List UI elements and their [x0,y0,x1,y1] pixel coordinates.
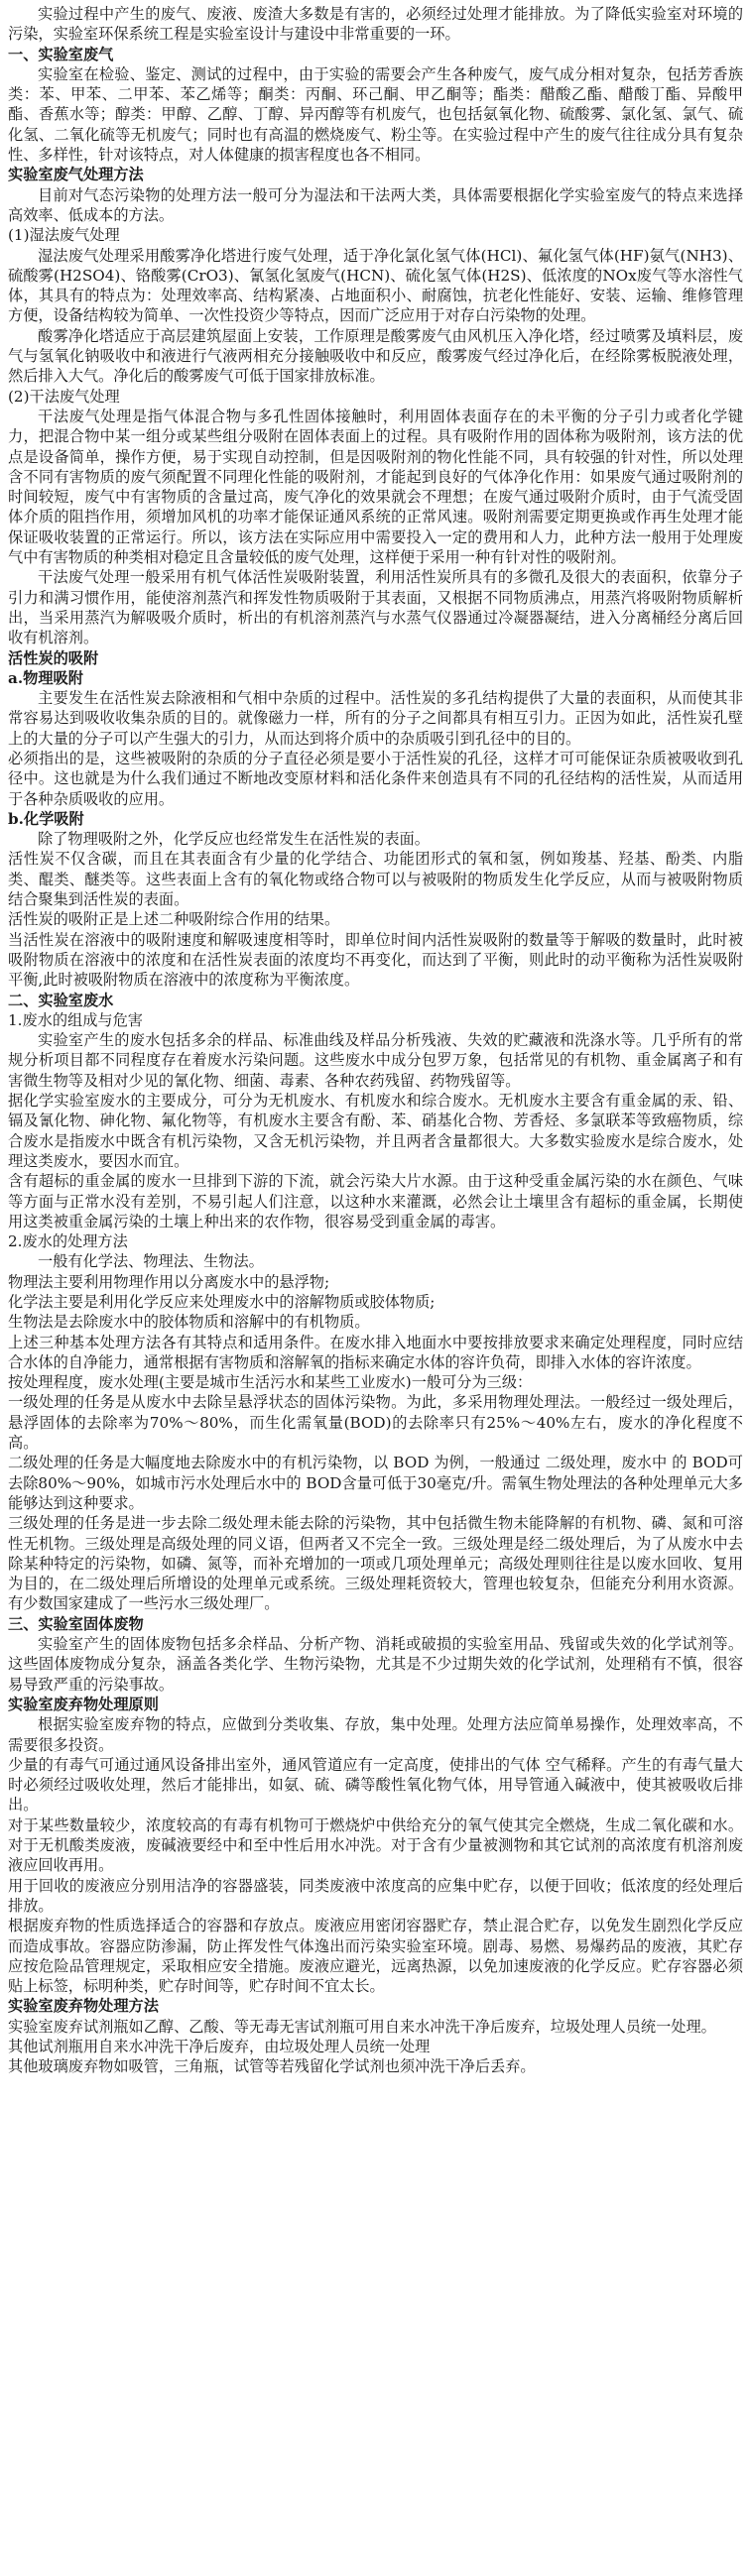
section-heading: 实验室废弃物处理方法 [8,1997,159,2016]
paragraph: 干法废气处理一般采用有机气体活性炭吸附装置，利用活性炭所具有的多微孔及很大的表面积，依靠分子引力和满习惯作用，能使溶剂蒸汽和挥发性物质吸附于其表面，又根据不同物质沸点，用蒸汽将吸附物质解析出，当采用蒸汽为解吸吸介质时，析出的有机溶剂蒸汽与水蒸气仪器通过冷凝器凝结，进入分离桶经分离后回收有机溶剂。 [8,568,743,647]
paragraph: (2)干法废气处理 [8,387,120,406]
paragraph: 少量的有毒气可通过通风设备排出室外，通风管道应有一定高度，使排出的气体 空气稀释。产生的有毒气量大时必须经过吸收处理，然后才能排出，如氨、硫、磷等酸性氧化物气体，用导管通入碱液中，使其被吸收后排出。 [8,1755,743,1815]
paragraph: 除了物理吸附之外，化学反应也经常发生在活性炭的表面。 [38,830,430,849]
paragraph: 酸雾净化塔适应于高层建筑屋面上安装，工作原理是酸雾废气由风机压入净化塔，经过喷雾及填料层，废气与氢氧化钠吸收中和液进行气液两相充分接触吸收中和反应，酸雾废气经过净化后，在经除雾板脱液处理，然后排入大气。净化后的酸雾废气可低于国家排放标准。 [8,326,743,386]
paragraph: 目前对气态污染物的处理方法一般可分为湿法和干法两大类，具体需要根据化学实验室废气的特点来选择高效率、低成本的方法。 [8,185,743,224]
paragraph: 2.废水的处理方法 [8,1232,128,1251]
paragraph: 生物法是去除废水中的胶体物质和溶解中的有机物质。 [8,1313,370,1332]
section-heading: 三、实验室固体废物 [8,1614,144,1633]
section-heading: 二、实验室废水 [8,991,114,1009]
paragraph: 实验室产生的废水包括多余的样品、标准曲线及样品分析残液、失效的贮藏液和洗涤水等。几乎所有的常规分析项目都不同程度存在着废水污染问题。这些废水中成分包罗万象，包括常见的有机物、重金属离子和有害微生物等及相对少见的氰化物、细菌、毒素、各种农药残留、药物残留等。 [8,1031,743,1090]
paragraph: 用于回收的废液应分别用洁净的容器盛装，同类废液中浓度高的应集中贮存，以便于回收；低浓度的经处理后排放。 [8,1876,743,1915]
paragraph: 干法废气处理是指气体混合物与多孔性固体接触时，利用固体表面存在的未平衡的分子引力或者化学键力，把混合物中某一组分或某些组分吸附在固体表面上的过程。具有吸附作用的固体称为吸附剂，该方法的优点是设备简单，操作方便，易于实现自动控制，但是因吸附剂的物化性能不同，具有较强的针对性，所以处理含不同有害物质的废气须配置不同理化性能的吸附剂，才能起到良好的气体净化作用：如果废气通过吸附剂的时间较短，废气中有害物质的含量过高，废气净化的效果就会不理想；在废气通过吸附介质时，由于气流受固体介质的阻挡作用，须增加风机的功率才能保证通风系统的正常风速。吸附剂需要定期更换或作再生处理才能保证吸收装置的正常运行。所以，该方法在实际应用中需要投入一定的费用和人力，此种方法一般用于处理废气中有害物质的种类相对稳定且含量较低的废气处理，这样便于采用一种有针对性的吸附剂。 [8,407,743,567]
paragraph: 化学法主要是利用化学反应来处理废水中的溶解物质或胶体物质; [8,1293,436,1311]
paragraph: 1.废水的组成与危害 [8,1010,143,1029]
paragraph: 根据废弃物的性质选择适合的容器和存放点。废液应用密闭容器贮存，禁止混合贮存，以免发生剧烈化学反应而造成事故。容器应防渗漏，防止挥发性气体逸出而污染实验室环境。剧毒、易燃、易爆药品的废液，其贮存应按危险品管理规定，采取相应安全措施。废液应避光，远离热源，以免加速废液的化学反应。贮存容器必须贴上标签，标明种类，贮存时间等，贮存时间不宜太长。 [8,1917,743,1996]
paragraph: 实验过程中产生的废气、废液、废渣大多数是有害的，必须经过处理才能排放。为了降低实验室对环境的污染，实验室环保系统工程是实验室设计与建设中非常重要的一环。 [8,5,743,44]
paragraph: 三级处理的任务是进一步去除二级处理未能去除的污染物，其中包括微生物未能降解的有机物、磷、氮和可溶性无机物。三级处理是高级处理的同义语，但两者又不完全一致。三级处理是经二级处理后，为了从废水中去除某种特定的污染物，如磷、氮等，而补充增加的一项或几项处理单元；高级处理则往往是以废水回收、复用为目的，在二级处理后所增设的处理单元或系统。三级处理耗资较大，管理也较复杂，但能充分利用水资源。有少数国家建成了一些污水三级处理厂。 [8,1514,743,1613]
paragraph: 必须指出的是，这些被吸附的杂质的分子直径必须是要小于活性炭的孔径，这样才可可能保证杂质被吸收到孔径中。这也就是为什么我们通过不断地改变原材料和活化条件来创造具有不同的孔径结构的活性炭，从而适用于各种杂质吸收的应用。 [8,749,743,808]
paragraph: 二级处理的任务是大幅度地去除废水中的有机污染物，以 BOD 为例，一般通过 二级处理，废水中 的 BOD可去除80%～90%，如城市污水处理后水中的 BOD含量可低于30毫克/升。需氧生物处理法的各种处理单元大多能够达到这种要求。 [8,1454,743,1512]
paragraph: 对于某些数量较少，浓度较高的有毒有机物可于燃烧炉中供给充分的氧气使其完全燃烧，生成二氧化碳和水。对于无机酸类废液，废碱液要经中和至中性后用水冲洗。对于含有少量被测物和其它试剂的高浓度有机溶剂废液应回收再用。 [8,1815,743,1875]
paragraph: 活性炭的吸附正是上述二种吸附综合作用的结果。 [8,910,340,929]
paragraph: 按处理程度，废水处理(主要是城市生活污水和某些工业废水)一般可分为三级： [8,1373,533,1392]
paragraph: 物理法主要利用物理作用以分离废水中的悬浮物; [8,1272,330,1291]
section-heading: 实验室废气处理方法 [8,166,144,184]
paragraph: 含有超标的重金属的废水一旦排到下游的下流，就会污染大片水源。由于这种受重金属污染的水在颜色、气味等方面与正常水没有差别，不易引起人们注意，以这种水来灌溉，必然会让土壤里含有超标的重金属，长期使用这类被重金属污染的土壤上种出来的农作物，很容易受到重金属的毒害。 [8,1172,743,1230]
paragraph: 根据实验室废弃物的特点，应做到分类收集、存放，集中处理。处理方法应简单易操作，处理效率高，不需要很多投资。 [8,1715,743,1754]
paragraph: (1)湿法废气处理 [8,226,120,245]
section-heading: b.化学吸附 [8,809,84,828]
paragraph: 实验室废弃试剂瓶如乙醇、乙酸、等无毒无害试剂瓶可用自来水冲洗干净后废弃，垃圾处理人员统一处理。 [8,2017,716,2036]
paragraph: 主要发生在活性炭去除液相和气相中杂质的过程中。活性炭的多孔结构提供了大量的表面积，从而使其非常容易达到吸收收集杂质的目的。就像磁力一样，所有的分子之间都具有相互引力。正因为如此，活性炭孔壁上的大量的分子可以产生强大的引力，从而达到将介质中的杂质吸引到孔径中的目的。 [8,689,743,748]
paragraph: 上述三种基本处理方法各有其特点和适用条件。在废水排入地面水中要按排放要求来确定处理程度，同时应结合水体的自净能力，通常根据有害物质和溶解氧的指标来确定水体的容许负荷，即排入水体的容许浓度。 [8,1333,743,1371]
paragraph: 据化学实验室废水的主要成分，可分为无机废水、有机废水和综合废水。无机废水主要含有重金属的汞、铅、镉及氰化物、砷化物、氟化物等，有机废水主要含有酚、苯、硝基化合物、芳香烃、多氯联苯等致癌物质，综合废水是指废水中既含有机污染物，又含无机污染物，并且两者含量都很大。大多数实验废水是综合废水，处理这类废水，要因水而宜。 [8,1092,743,1170]
section-heading: 实验室废弃物处理原则 [8,1695,159,1713]
paragraph: 湿法废气处理采用酸雾净化塔进行废气处理，适于净化氯化氢气体(HCl)、氟化氢气体(HF)氨气(NH3)、硫酸雾(H2SO4)、铬酸雾(CrO3)、氰氢化氢废气(HCN)、硫化氢气体(H2S)、低浓度的NOx废气等水溶性气体，其具有的特点为：处理效率高、结构紧凑、占地面积小、耐腐蚀，抗老化性能好、安装、运输、维修管理方便，设备结构较为简单、一次性投资少等特点，因而广泛应用于对存白污染物的处理。 [8,246,743,325]
section-heading: 一、实验室废气 [8,45,114,63]
paragraph: 当活性炭在溶液中的吸附速度和解吸速度相等时，即单位时间内活性炭吸附的数量等于解吸的数量时，此时被吸附物质在溶液中的浓度和在活性炭表面的浓度均不再变化，而达到了平衡，则此时的动平衡称为活性炭吸附平衡,此时被吸附物质在溶液中的浓度称为平衡浓度。 [8,930,743,990]
paragraph: 一般有化学法、物理法、生物法。 [38,1252,264,1271]
paragraph: 活性炭不仅含碳，而且在其表面含有少量的化学结合、功能团形式的氧和氢，例如羧基、羟基、酚类、内脂类、醌类、醚类等。这些表面上含有的氧化物或络合物可以与被吸附的物质发生化学反应，从而与被吸附物质结合聚集到活性炭的表面。 [8,850,743,909]
section-heading: a.物理吸附 [8,668,83,687]
paragraph: 实验室在检验、鉴定、测试的过程中，由于实验的需要会产生各种废气，废气成分相对复杂，包括芳香族类：苯、甲苯、二甲苯、苯乙烯等；酮类：丙酮、环己酮、甲乙酮等；酯类：醋酸乙酯、醋酸丁酯、异酸甲酯、香蕉水等；醇类：甲醇、乙醇、丁醇、异丙醇等有机废气，也包括氨氧化物、硫酸雾、氯化氢、氯气、硫化氢、二氧化硫等无机废气；同时也有高温的燃烧废气、粉尘等。在实验过程中产生的废气往往成分具有复杂性、多样性，针对该特点，对人体健康的损害程度也各不相同。 [8,64,743,165]
paragraph: 其他玻璃废弃物如吸管，三角瓶，试管等若残留化学试剂也须冲洗干净后丢弃。 [8,2057,536,2076]
paragraph: 实验室产生的固体废物包括多余样品、分析产物、消耗或破损的实验室用品、残留或失效的化学试剂等。这些固体废物成分复杂，涵盖各类化学、生物污染物，尤其是不少过期失效的化学试剂，处理稍有不慎，很容易导致严重的污染事故。 [8,1635,743,1694]
paragraph: 其他试剂瓶用自来水冲洗干净后废弃，由垃圾处理人员统一处理 [8,2037,431,2055]
section-heading: 活性炭的吸附 [8,648,99,667]
paragraph: 一级处理的任务是从废水中去除呈悬浮状态的固体污染物。为此，多采用物理处理法。一般经过一级处理后，悬浮固体的去除率为70%～80%，而生化需氧量(BOD)的去除率只有25%～40%左右，废水的净化程度不高。 [8,1393,743,1453]
